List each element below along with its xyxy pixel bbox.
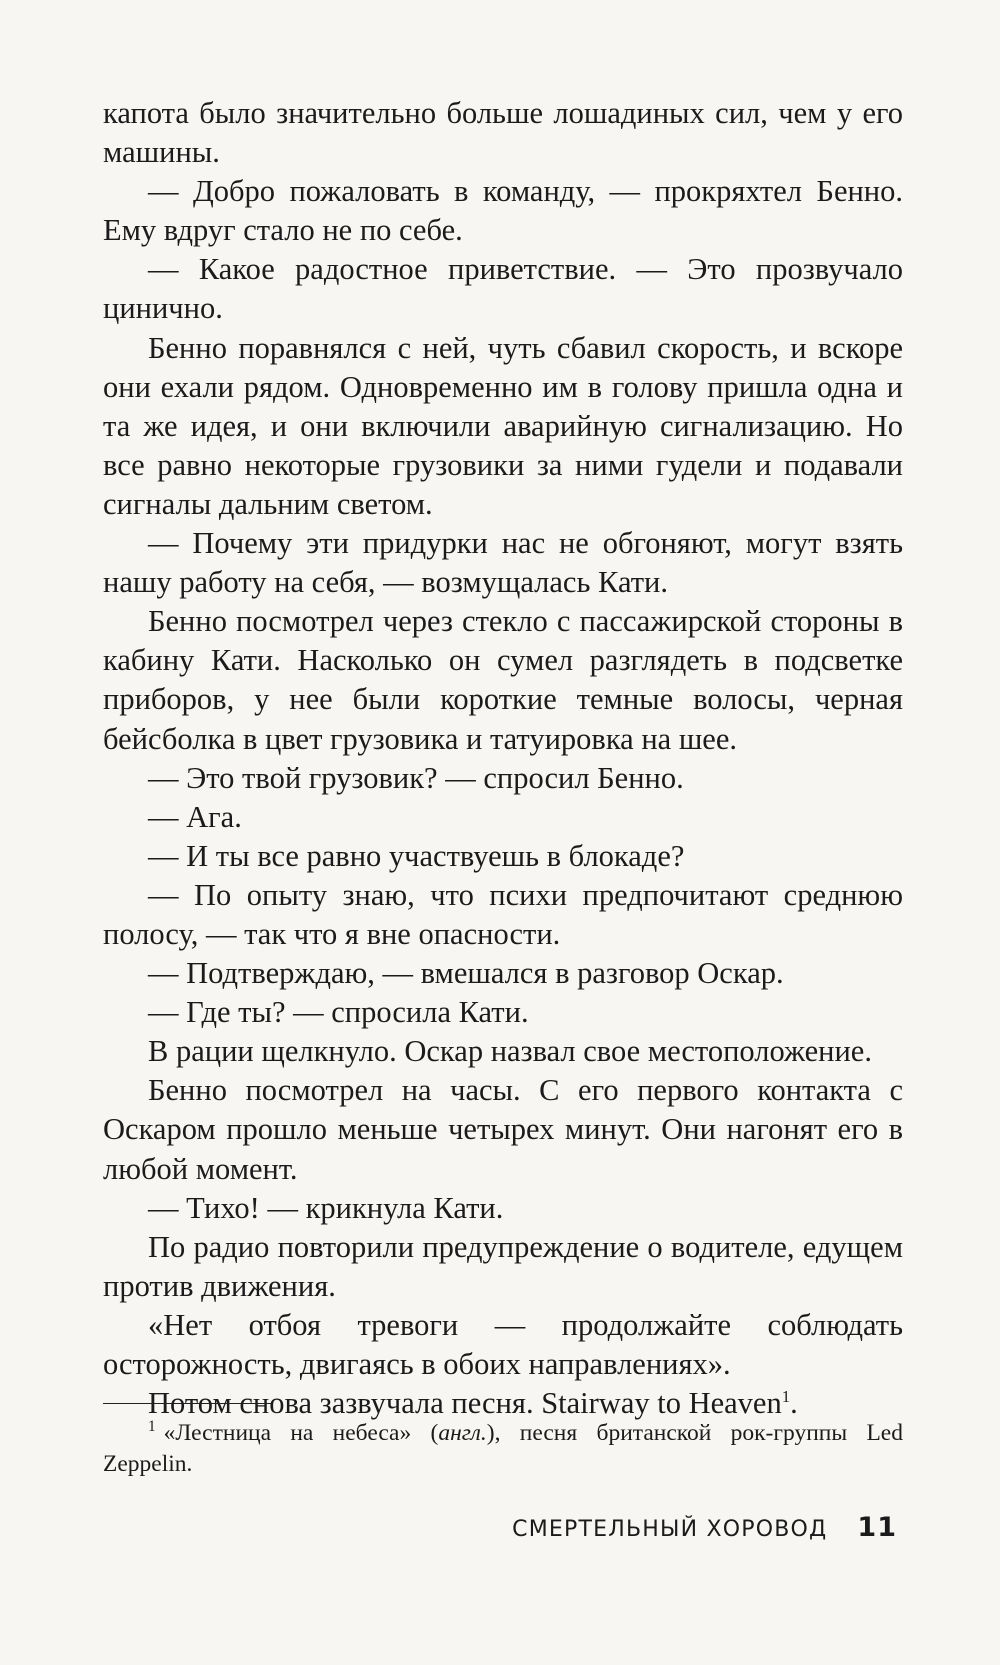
paragraph: «Нет отбоя тревоги — продолжайте соблюдать осторожность, двигаясь в обоих направлениях». <box>103 1307 903 1381</box>
paragraph: — Подтверждаю, — вмешался в разговор Оскар. <box>148 956 784 991</box>
paragraph: Бенно поравнялся с ней, чуть сбавил скорость, и вскоре они ехали рядом. Одновременно им в голову пришла одна и та же идея, и они включили аварийную сигнализацию. Но все равно некоторые грузовики за ними гудели и подавали сигналы дальним светом. <box>103 330 903 521</box>
page-number: 11 <box>857 1512 897 1543</box>
paragraph: — Какое радостное приветствие. — Это прозвучало цинично. <box>103 252 903 326</box>
paragraph-text: Потом снова зазвучала песня. Stairway to Heaven <box>148 1386 782 1421</box>
running-title: СМЕРТЕЛЬНЫЙ ХОРОВОД <box>512 1517 828 1542</box>
main-text <box>103 94 903 1423</box>
paragraph: — Добро пожаловать в команду, — прокряхтел Бенно. Ему вдруг стало не по себе. <box>103 174 903 248</box>
running-footer <box>512 1512 897 1543</box>
footnote-reference[interactable]: 1 <box>781 1386 791 1406</box>
footnote <box>103 1418 903 1480</box>
paragraph: — Ага. <box>148 799 242 834</box>
paragraph: — Почему эти придурки нас не обгоняют, могут взять нашу работу на себя, — возмущалась Кати. <box>103 526 903 600</box>
paragraph: В рации щелкнуло. Оскар назвал свое местоположение. <box>148 1034 872 1069</box>
paragraph: капота было значительно больше лошадиных сил, чем у его машины. <box>103 96 903 170</box>
paragraph: Бенно посмотрел на часы. С его первого контакта с Оскаром прошло меньше четырех минут. Они нагонят его в любой момент. <box>103 1073 903 1186</box>
paragraph: — Тихо! — крикнула Кати. <box>148 1190 504 1225</box>
paragraph: По радио повторили предупреждение о водителе, едущем против движения. <box>103 1229 903 1303</box>
footnote-text-after: ), песня британской рок-группы Led Zeppelin. <box>103 1420 903 1477</box>
paragraph: — И ты все равно участвуешь в блокаде? <box>148 838 685 873</box>
footnote-italic: англ. <box>438 1420 487 1446</box>
paragraph-tail: . <box>790 1386 798 1421</box>
paragraph: Бенно посмотрел через стекло с пассажирской стороны в кабину Кати. Насколько он сумел разглядеть в подсветке приборов, у нее были короткие темные волосы, черная бейсболка в цвет грузовика и татуировка на шее. <box>103 604 903 756</box>
paragraph: — По опыту знаю, что психи предпочитают среднюю полосу, — так что я вне опасности. <box>103 877 903 951</box>
footnote-separator <box>103 1403 271 1404</box>
paragraph: — Где ты? — спросила Кати. <box>148 995 529 1030</box>
footnote-mark: 1 <box>148 1418 156 1436</box>
footnote-text-before: «Лестница на небеса» ( <box>163 1420 439 1446</box>
paragraph: — Это твой грузовик? — спросил Бенно. <box>148 760 684 795</box>
